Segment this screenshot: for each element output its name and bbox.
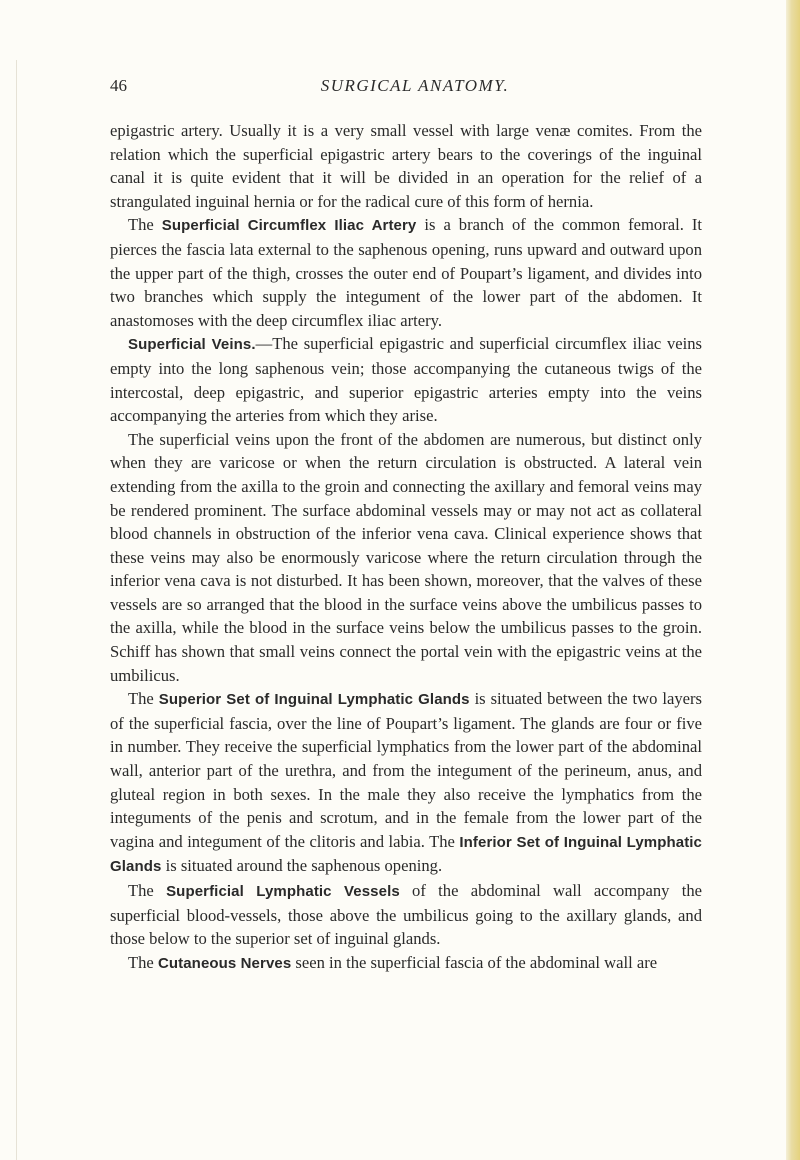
paragraph-text: epigastric artery. Usually it is a very small vessel with large venæ comites. From the relation which the superficial epigastric artery bears to the coverings of the inguinal canal it is quite evident that it will be divided in an operation for the relief of a strangulated inguinal hernia or for the radical cure of this form of hernia. <box>110 121 702 211</box>
heading-cutaneous-nerves: Cutaneous Nerves <box>157 954 292 972</box>
paragraph-veins-detail: The superficial veins upon the front of the abdomen are numerous, but distinct only when they are varicose or when the return circulation is obstructed. A lateral vein extending from the axilla to the groin and connecting the axillary and femoral veins may be rendered prominent. The surface abdominal vessels may or may not act as collateral blood channels in obstruction of the inferior vena cava. Clinical experience shows that these veins may also be enormously varicose where the return circulation through the inferior vena cava is not disturbed. It has been shown, moreover, that the valves of these vessels are so arranged that the blood in the surface veins above the umbilicus passes to the axilla, while the blood in the surface veins below the umbilicus passes to the groin. Schiff has shown that small veins connect the portal vein with the epigastric veins at the umbilicus. <box>110 429 702 685</box>
page-header <box>0 76 800 106</box>
running-title: SURGICAL ANATOMY. <box>320 76 510 95</box>
heading-lymphatic-vessels: Superficial Lymphatic Vessels <box>166 883 400 900</box>
body-text <box>110 119 702 975</box>
heading-superficial-veins: Superficial Veins. <box>128 336 256 354</box>
paragraph-circumflex-artery: The Superficial Circumflex Iliac Artery is a branch of the common femoral. It pierces the fascia lata external to the saphenous opening, runs upward and outward upon the upper part of the thigh, crosses the outer end of Poupart’s ligament, and divides into two branches which supply the integument of the lower part of the abdomen. It anastomoses with the deep circumflex iliac artery. <box>110 215 702 330</box>
paragraph-superficial-veins: Superficial Veins.—The superficial epigastric and superficial circumflex iliac veins empty into the long saphenous vein; those accompanying the cutaneous twigs of the intercostal, deep epigastric, and superior epigastric arteries empty into the veins accompanying the arteries from which they arise. <box>110 334 702 426</box>
paragraph-lymphatic-vessels: The Superficial Lymphatic Vessels of the abdominal wall accompany the superficial blood-vessels, those above the umbilicus going to the axillary glands, and those below to the superior set of inguinal glands. <box>110 881 702 949</box>
page-number: 46 <box>110 76 127 95</box>
page-left-edge <box>16 60 17 1160</box>
paragraph-epigastric <box>110 119 702 213</box>
heading-superior-glands: Superior Set of Inguinal Lymphatic Glands <box>158 691 470 709</box>
page-gutter-edge <box>786 0 800 1160</box>
paragraph-cutaneous-nerves: The Cutaneous Nerves seen in the superficial fascia of the abdominal wall are <box>128 952 658 972</box>
paragraph-lymphatic-glands: The Superior Set of Inguinal Lymphatic Glands is situated between the two layers of the superficial fascia, over the line of Poupart’s ligament. The glands are four or five in number. They receive the superficial lymphatics from the lower part of the abdominal wall, anterior part of the urethra, and from the integument of the perineum, anus, and gluteal region in both sexes. In the male they also receive the lymphatics from the integuments of the penis and scrotum, and in the female from the lower part of the vagina and integument of the clitoris and labia. The Inferior Set of Inguinal Lymphatic Glands is situated around the saphenous opening. <box>110 689 703 876</box>
heading-circumflex-artery: Superficial Circumflex Iliac Artery <box>161 217 417 235</box>
heading-inferior-glands: Inferior Set of Inguinal Lymphatic Glands <box>110 833 702 876</box>
